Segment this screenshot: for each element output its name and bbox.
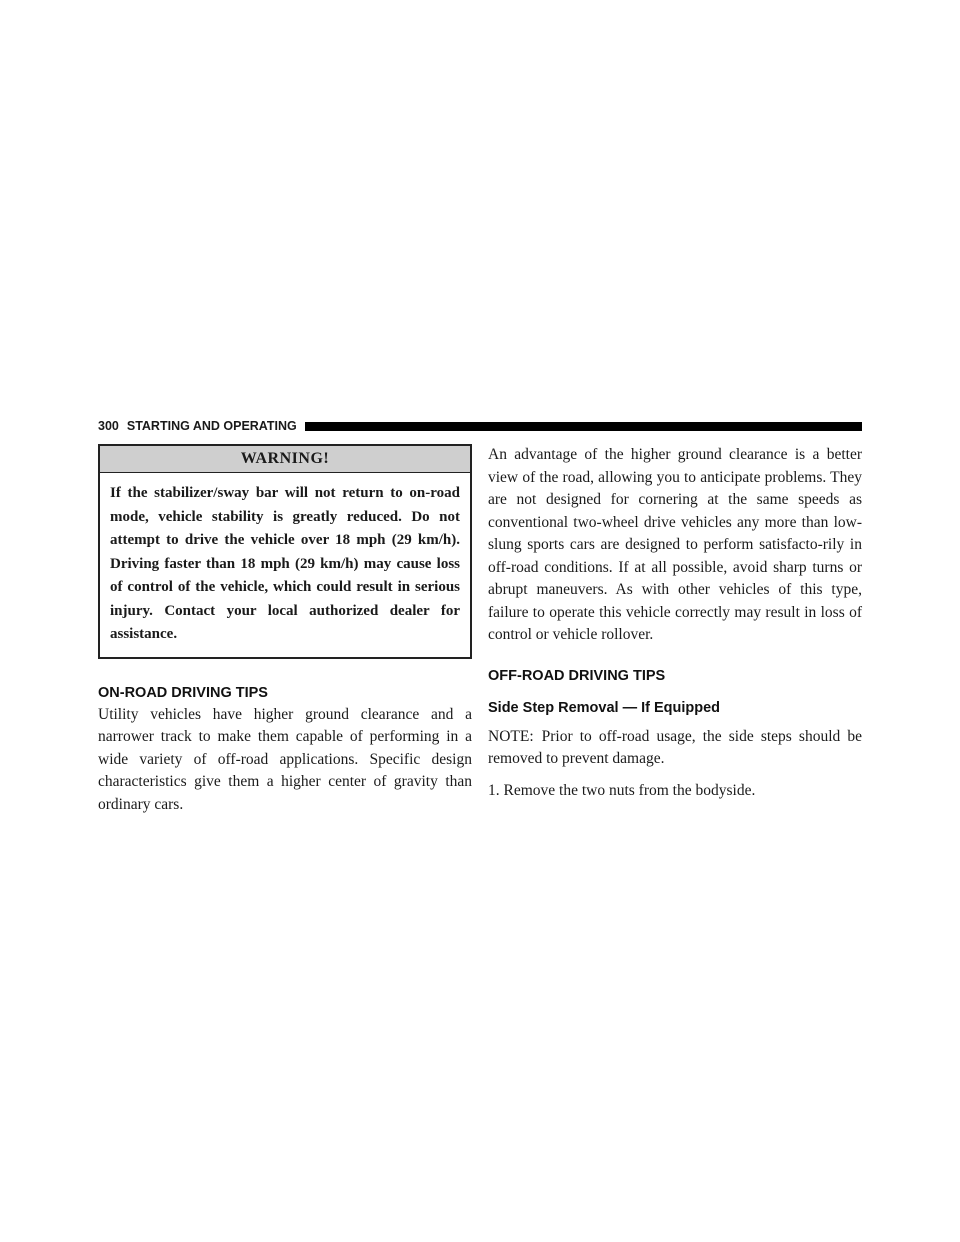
off-road-heading: OFF-ROAD DRIVING TIPS [488,667,666,684]
step-1: 1. Remove the two nuts from the bodyside. [488,781,756,799]
warning-text: If the stabilizer/sway bar will not return to on-road mode, vehicle stability is greatly reduced. Do not attempt to drive the vehicle over 18 mph (29 km/h). Driving faster than 18 mph (29 km/h) may cause loss of control of the vehicle, which could result in serious injury. Contact your local authorized dealer for assistance. [110,485,460,642]
on-road-heading: ON-ROAD DRIVING TIPS [98,684,268,701]
right-column [488,444,862,802]
warning-title: WARNING! [100,446,470,473]
left-column [98,444,472,816]
note-text: Prior to off-road usage, the side steps should be removed to prevent damage. [488,727,862,767]
section-title: STARTING AND OPERATING [126,419,297,433]
page-header [98,417,862,435]
ground-clearance-paragraph: An advantage of the higher ground clearance is a better view of the road, allowing you to anticipate problems. They are not designed for cornering at the same speeds as conventional two-wheel drive vehicles any more than low-slung sports cars are designed to perform satisfacto-rily in off-road conditions. If at all possible, avoid sharp turns or abrupt maneuvers. As with other vehicles of this type, failure to operate this vehicle correctly may result in loss of control or vehicle rollover. [488,446,862,643]
on-road-paragraph: Utility vehicles have higher ground clearance and a narrower track to make them capable of performing in a wide variety of off-road applications. Specific design characteristics give them a higher center of gravity than ordinary cars. [98,705,472,813]
page-number: 300 [98,419,119,433]
note-label: NOTE: [488,727,534,745]
header-rule [305,422,862,431]
note-paragraph [488,726,862,771]
side-step-subheading: Side Step Removal — If Equipped [488,699,721,716]
warning-box [98,444,472,659]
